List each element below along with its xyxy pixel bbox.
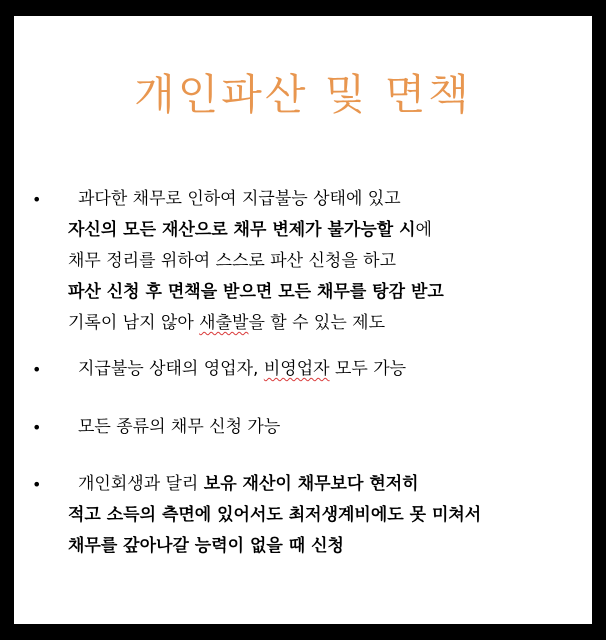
text-line: 자신의 모든 재산으로 채무 변제가 불가능할 시에 [68, 220, 432, 240]
text-line: 파산 신청 후 면책을 받으면 모든 채무를 탕감 받고 [68, 282, 444, 302]
slide-title: 개인파산 및 면책 [134, 70, 472, 119]
bullet-text [68, 184, 444, 339]
text-line: 기록이 남지 않아 새출발을 할 수 있는 제도 [68, 313, 386, 333]
bullet-text [68, 354, 406, 385]
bullet-icon: • [32, 190, 42, 209]
bullet-icon: • [32, 418, 42, 437]
text-line: 과다한 채무로 인하여 지급불능 상태에 있고 [78, 189, 401, 209]
slide [14, 16, 592, 624]
text-line: 채무 정리를 위하여 스스로 파산 신청을 하고 [68, 251, 397, 271]
text-line: 지급불능 상태의 영업자, 비영업자 모두 가능 [78, 359, 407, 379]
text-line: 모든 종류의 채무 신청 가능 [78, 417, 281, 437]
bullet-icon: • [32, 360, 42, 379]
text-line: 적고 소득의 측면에 있어서도 최저생계비에도 못 미쳐서 [68, 505, 482, 525]
bullet-text [68, 412, 280, 443]
bullet-text [68, 469, 481, 562]
text-line: 개인회생과 달리 보유 재산이 채무보다 현저히 [78, 474, 419, 494]
bullet-icon: • [32, 475, 42, 494]
text-line: 채무를 갚아나갈 능력이 없을 때 신청 [68, 536, 344, 556]
spellcheck-word[interactable]: 비영업자 [263, 359, 330, 379]
spellcheck-word[interactable]: 새출발 [199, 313, 249, 333]
